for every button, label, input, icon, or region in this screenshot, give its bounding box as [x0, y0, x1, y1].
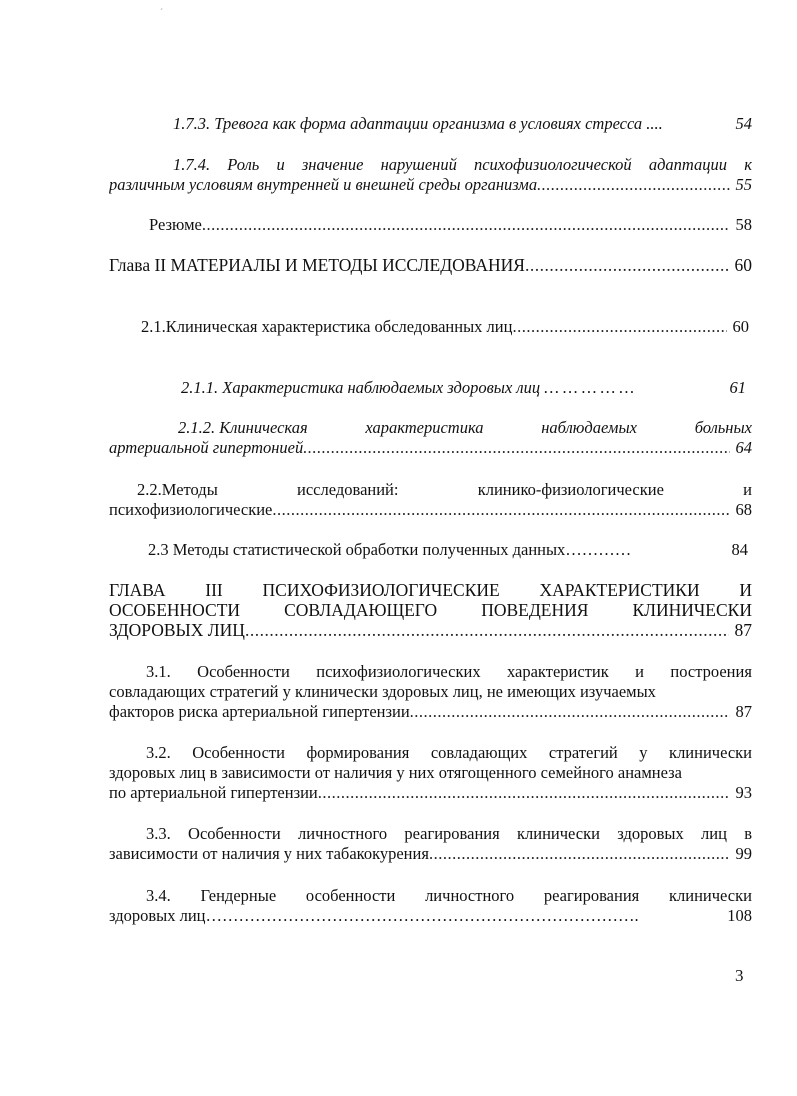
toc-entry-title: 1.7.3. Тревога как форма адаптации организма в условиях стресса ....: [173, 114, 663, 133]
toc-entry-title: 2.1.1. Характеристика наблюдаемых здоровых лиц … … … … …: [181, 378, 635, 397]
toc-entry-2-1-1: [181, 378, 746, 398]
toc-entry-2-1: [141, 317, 749, 337]
page-number: 3: [735, 966, 744, 985]
toc-entry-1-7-4: [109, 155, 752, 195]
toc-entry-title: по артериальной гипертензии: [109, 783, 318, 802]
toc-entry-title-line: совладающих стратегий у клинически здоровых лиц, не имеющих изучаемых: [109, 682, 656, 701]
dot-leader: [525, 255, 729, 275]
toc-entry-title-line: 3.3. Особенности личностного реагирования клинически здоровых лиц в: [146, 824, 752, 843]
toc-entry-title-line: ОСОБЕННОСТИ СОВЛАДАЮЩЕГО ПОВЕДЕНИЯ КЛИНИЧЕСКИ: [109, 600, 752, 620]
toc-page-number: 99: [735, 844, 752, 863]
toc-page-number: 55: [735, 175, 752, 194]
toc-entry-1-7-3: [173, 114, 752, 134]
toc-entry-title: Глава II МАТЕРИАЛЫ И МЕТОДЫ ИССЛЕДОВАНИЯ: [109, 255, 525, 275]
toc-page-number: 54: [735, 114, 752, 133]
toc-entry-title: Резюме: [149, 215, 202, 234]
toc-page-number: 93: [735, 783, 752, 802]
toc-page-number: 87: [734, 620, 752, 640]
dot-leader: [318, 783, 730, 803]
toc-entry-title-line: ГЛАВА III ПСИХОФИЗИОЛОГИЧЕСКИЕ ХАРАКТЕРИСТИКИ И: [109, 580, 752, 600]
dot-leader: [537, 175, 729, 195]
toc-page-number: 58: [735, 215, 752, 234]
toc-page-number: 64: [735, 438, 752, 457]
toc-chapter-2: [109, 255, 752, 275]
toc-page-number: 108: [727, 906, 752, 925]
toc-entry-title-line: 2.1.2. Клиническая характеристика наблюдаемых больных: [178, 418, 752, 437]
toc-entry-title: различным условиям внутренней и внешней среды организма: [109, 175, 538, 194]
toc-entry-title-line: 3.2. Особенности формирования совладающих стратегий у клинически: [146, 743, 752, 762]
toc-entry-3-3: [109, 824, 752, 864]
toc-entry-title-line: 2.2.Методы исследований: клинико-физиологические и: [137, 480, 752, 499]
toc-entry-2-1-2: [109, 418, 752, 458]
toc-entry-title: артериальной гипертонией: [109, 438, 304, 457]
toc-entry-3-1: [109, 662, 752, 722]
scan-mark: ´: [160, 7, 163, 17]
dot-leader: [272, 500, 729, 520]
toc-entry-resume: [149, 215, 752, 235]
toc-entry-title: 2.1.Клиническая характеристика обследованных лиц: [141, 317, 513, 336]
toc-entry-title: 2.3 Методы статистической обработки полученных данных…………: [148, 540, 632, 559]
dot-leader: [410, 702, 730, 722]
toc-entry-title-line: здоровых лиц в зависимости от наличия у них отягощенного семейного анамнеза: [109, 763, 683, 782]
dot-leader: [303, 438, 729, 458]
dot-leader: [429, 844, 730, 864]
toc-entry-3-2: [109, 743, 752, 803]
dot-leader: [245, 620, 729, 640]
toc-page-number: 68: [735, 500, 752, 519]
toc-entry-title: факторов риска артериальной гипертензии: [109, 702, 410, 721]
toc-entry-2-2: [109, 480, 752, 520]
toc-chapter-3: [109, 580, 752, 640]
toc-page-number: 60: [734, 255, 752, 275]
dot-leader: [202, 215, 730, 235]
toc-page-number: 60: [732, 317, 749, 336]
toc-page-number: 61: [729, 378, 746, 397]
dot-leader: [512, 317, 726, 337]
toc-entry-title: зависимости от наличия у них табакокурения: [109, 844, 429, 863]
toc-entry-title-line: 3.4. Гендерные особенности личностного реагирования клинически: [146, 886, 752, 905]
toc-page-number: 87: [735, 702, 752, 721]
toc-entry-title: ЗДОРОВЫХ ЛИЦ: [109, 620, 245, 640]
toc-entry-title: психофизиологические: [109, 500, 273, 519]
toc-entry-2-3: [148, 540, 748, 560]
toc-entry-title-line: 1.7.4. Роль и значение нарушений психофизиологической адаптации к: [173, 155, 752, 174]
toc-entry-3-4: [109, 886, 752, 926]
toc-entry-title: здоровых лиц…………………………………………………………………….: [109, 906, 639, 925]
toc-entry-title-line: 3.1. Особенности психофизиологических характеристик и построения: [146, 662, 752, 681]
toc-page-number: 84: [731, 540, 748, 559]
